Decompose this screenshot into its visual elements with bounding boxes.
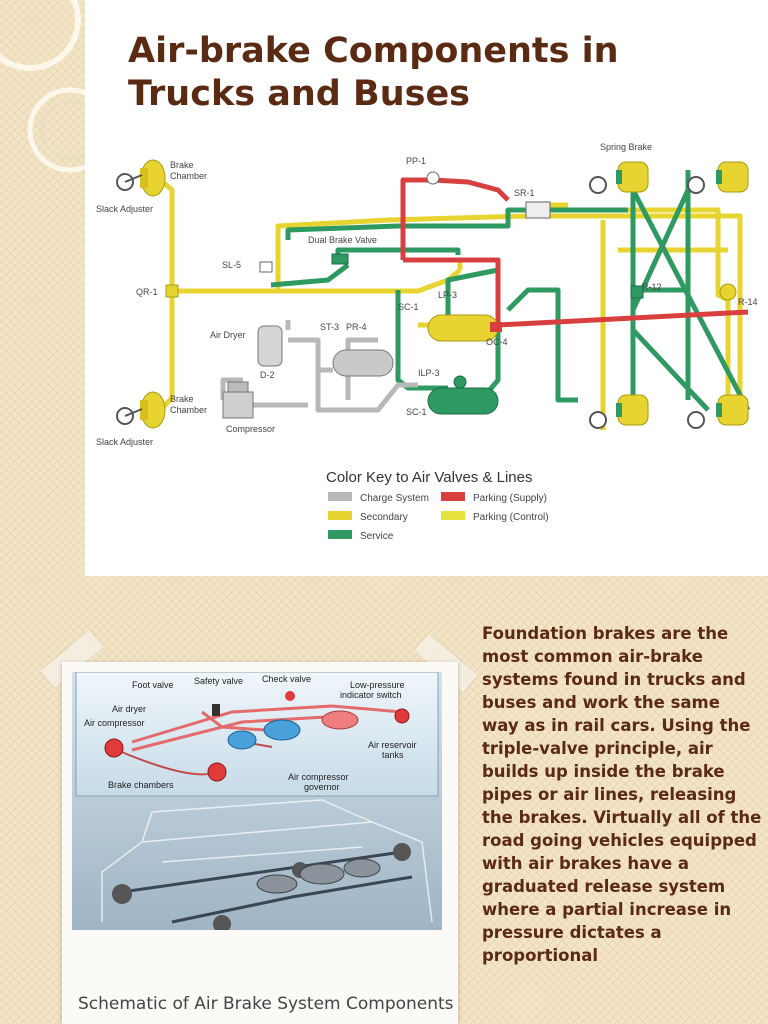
label-compressor: Compressor xyxy=(226,424,276,434)
spring-brake-right-top-2 xyxy=(688,162,748,193)
photo-label-governor-2: governor xyxy=(304,782,340,792)
decorative-rings xyxy=(0,0,90,200)
page-title xyxy=(128,30,728,116)
label-oc4: OC-4 xyxy=(486,337,508,347)
label-sl5: SL-5 xyxy=(222,260,242,270)
key-label-parking-control: Parking (Control) xyxy=(473,512,549,523)
label-lp3: LP-3 xyxy=(438,290,458,300)
color-key-parking-supply xyxy=(441,492,547,504)
compressor xyxy=(223,382,253,418)
air-brake-diagram xyxy=(88,130,760,570)
color-key-secondary xyxy=(328,511,408,523)
photo-label-air-compressor: Air compressor xyxy=(84,718,145,728)
brake-chamber-left-bottom xyxy=(117,392,165,428)
label-brake-chamber-top-1: Brake xyxy=(170,160,194,170)
supply-tank xyxy=(333,350,393,376)
label-pp1: PP-1 xyxy=(406,156,427,166)
photo-label-air-reservoir-1: Air reservoir xyxy=(368,740,417,750)
label-spring-brake: Spring Brake xyxy=(600,142,653,152)
label-qr1: QR-1 xyxy=(136,287,158,297)
key-label-parking-supply: Parking (Supply) xyxy=(473,493,547,504)
label-st3: ST-3 xyxy=(320,322,340,332)
photo-label-low-pressure-2: indicator switch xyxy=(340,690,402,700)
photo-label-check-valve: Check valve xyxy=(262,674,312,684)
photo-label-brake-chambers: Brake chambers xyxy=(108,780,174,790)
color-key-heading: Color Key to Air Valves & Lines xyxy=(326,469,533,486)
air-dryer xyxy=(258,326,282,366)
photo-caption: Schematic of Air Brake System Components xyxy=(78,994,454,1014)
photo-label-governor-1: Air compressor xyxy=(288,772,349,782)
color-key-parking-control xyxy=(441,511,549,523)
label-air-dryer: Air Dryer xyxy=(210,330,246,340)
label-brake-chamber-top-2: Chamber xyxy=(170,171,208,181)
label-slack-adjuster-bottom: Slack Adjuster xyxy=(96,437,154,447)
photo-label-low-pressure-1: Low-pressure xyxy=(350,680,405,690)
photo-label-safety-valve: Safety valve xyxy=(194,676,244,686)
key-label-charge-system: Charge System xyxy=(360,493,429,504)
label-ilp3: ILP-3 xyxy=(418,368,440,378)
label-dual-brake-valve: Dual Brake Valve xyxy=(308,235,377,245)
label-sc1-top: SC-1 xyxy=(398,302,419,312)
title-line-2: Trucks and Buses xyxy=(128,74,471,114)
body-paragraph: Foundation brakes are the most common air-brake systems found in trucks and buses and work the same way as in rail cars. Using the triple-valve principle, air builds up inside the brake pipes or air lines, releasing the brakes. Virtually all of the road going vehicles equipped with air brakes have a graduated release system where a partial increase in pressure dictates a proportional xyxy=(482,624,762,965)
photo-label-foot-valve: Foot valve xyxy=(132,680,174,690)
label-r14: R-14 xyxy=(738,297,758,307)
spring-brake-right-bottom-1 xyxy=(590,395,648,428)
label-r12: R-12 xyxy=(642,282,662,292)
label-brake-chamber-bottom-2: Chamber xyxy=(170,405,208,415)
label-d2: D-2 xyxy=(260,370,275,380)
label-brake-chamber-bottom-1: Brake xyxy=(170,394,194,404)
spring-brake-right-top-1 xyxy=(590,162,648,193)
photo-card xyxy=(62,662,458,1024)
label-sc1-bottom: SC-1 xyxy=(406,407,427,417)
photo-label-air-dryer: Air dryer xyxy=(112,704,147,714)
title-line-1: Air-brake Components in xyxy=(128,31,619,71)
brake-chamber-left-top xyxy=(117,160,165,196)
photo-label-air-reservoir-2: tanks xyxy=(382,750,404,760)
label-sr1: SR-1 xyxy=(514,188,535,198)
key-label-secondary: Secondary xyxy=(360,512,408,523)
primary-tank xyxy=(428,388,498,414)
label-pr4: PR-4 xyxy=(346,322,367,332)
label-slack-adjuster-top: Slack Adjuster xyxy=(96,204,154,214)
color-key-service xyxy=(328,530,394,542)
air-brake-schematic-image xyxy=(72,672,442,930)
key-label-service: Service xyxy=(360,531,394,542)
color-key-charge-system xyxy=(328,492,429,504)
